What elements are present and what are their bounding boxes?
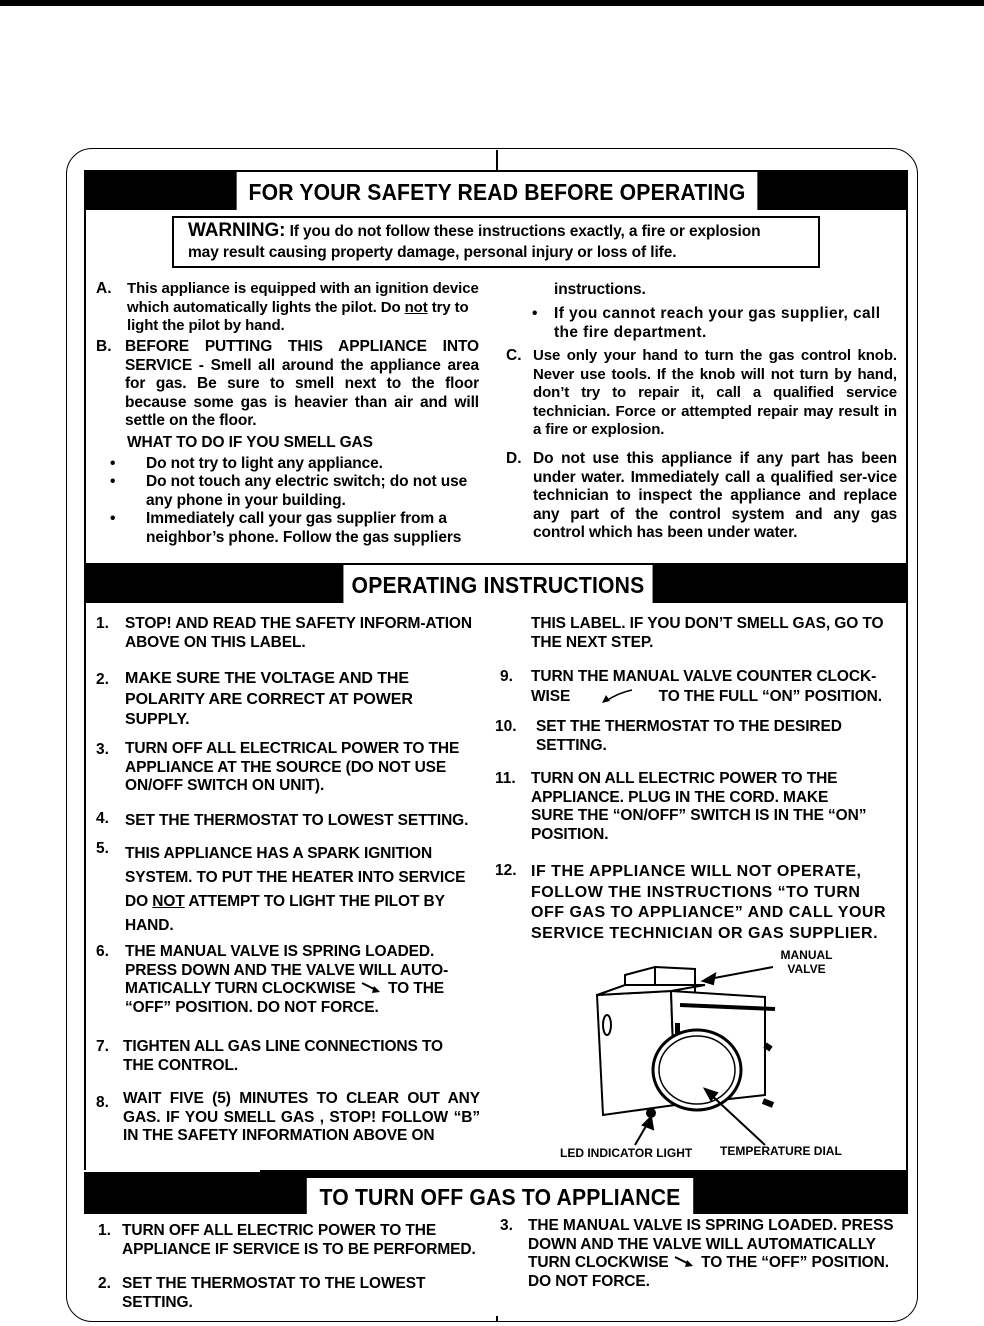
- warning-line-1: [188, 222, 818, 242]
- step-number: 1.: [96, 615, 109, 632]
- bullet-dot: •: [110, 473, 116, 490]
- step-7-text: TIGHTEN ALL GAS LINE CONNECTIONS TO THE CONTROL.: [123, 1038, 444, 1074]
- top-tick: [496, 150, 498, 170]
- top-rule: [0, 0, 984, 6]
- bullet-3: Immediately call your gas supplier from a neighbor’s phone. Follow the gas suppliers: [146, 510, 462, 546]
- item-b-label: B.: [96, 338, 112, 355]
- step-10-text: SET THE THERMOSTAT TO THE DESIRED SETTING.: [536, 718, 842, 754]
- gas-pipe: [765, 1045, 771, 1049]
- step-number: 5.: [96, 840, 109, 857]
- item-c-label: C.: [506, 347, 522, 364]
- step-3-text: TURN OFF ALL ELECTRICAL POWER TO THE APPLIANCE AT THE SOURCE (DO NOT USE ON/OFF SWITCH ON UNIT).: [125, 740, 460, 794]
- step-number: 1.: [98, 1222, 111, 1239]
- operating-title: OPERATING INSTRUCTIONS: [343, 565, 652, 603]
- step-6-text: THE MANUAL VALVE IS SPRING LOADED. PRESS DOWN AND THE VALVE WILL AUTO-MATICALLY TURN CLOCKWISE TO THE “OFF” POSITION. DO NOT FORCE.: [125, 943, 449, 1016]
- step-2-text: MAKE SURE THE VOLTAGE AND THE POLARITY ARE CORRECT AT POWER SUPPLY.: [125, 670, 413, 728]
- step-number: 4.: [96, 810, 109, 827]
- item-d-text: Do not use this appliance if any part has been under water. Immediately call a qualified ser-vice technician to inspect the appliance and replace any part of the control system and any gas control which has been under water.: [533, 450, 897, 541]
- turnoff-step-2-text: SET THE THERMOSTAT TO THE LOWEST SETTING.: [122, 1275, 426, 1311]
- gas-pipe: [763, 1101, 773, 1105]
- warning-box: [172, 216, 820, 268]
- step-8-continued: THIS LABEL. IF YOU DON’T SMELL GAS, GO TO THE NEXT STEP.: [531, 615, 884, 651]
- step-number: 3.: [96, 741, 109, 758]
- step-number: 10.: [495, 718, 517, 735]
- temperature-dial: [653, 1030, 741, 1110]
- clockwise-arrow-icon: [673, 1254, 697, 1270]
- turnoff-title: TO TURN OFF GAS TO APPLIANCE: [307, 1178, 693, 1214]
- warning-text-1: If you do not follow these instructions exactly, a fire or explosion: [285, 223, 761, 240]
- bullet-1: Do not try to light any appliance.: [146, 455, 383, 472]
- step-number: 6.: [96, 943, 109, 960]
- bullet-2: Do not touch any electric switch; do not use any phone in your building.: [146, 473, 468, 509]
- item-c-text: Use only your hand to turn the gas control knob. Never use tools. If the knob will not turn by hand, don’t try to repair it, call a qualified service technician. Force or attempted repair may result in a fire or explosion.: [533, 347, 897, 438]
- bullet-dot: •: [110, 510, 116, 527]
- turnoff-step-1-text: TURN OFF ALL ELECTRIC POWER TO THE APPLIANCE IF SERVICE IS TO BE PERFORMED.: [122, 1222, 476, 1258]
- step-number: 2.: [96, 671, 109, 688]
- bullet-dot: •: [110, 455, 116, 472]
- step-4-text: SET THE THERMOSTAT TO LOWEST SETTING.: [125, 812, 469, 829]
- step-number: 8.: [96, 1094, 109, 1111]
- step-number: 3.: [500, 1217, 513, 1234]
- safety-title: FOR YOUR SAFETY READ BEFORE OPERATING: [237, 172, 758, 210]
- item-a-label: A.: [96, 280, 112, 297]
- step-number: 11.: [495, 770, 516, 787]
- panel-gap: [84, 1170, 260, 1172]
- turnoff-step-3-text: THE MANUAL VALVE IS SPRING LOADED. PRESS DOWN AND THE VALVE WILL AUTOMATICALLY TURN CLOCKWISE TO THE “OFF” POSITION. DO NOT FORCE.: [528, 1217, 894, 1290]
- step-number: 12.: [495, 862, 517, 879]
- item-a-text: This appliance is equipped with an ignition device which automatically lights the pilot. Do not try to light the pilot by hand.: [127, 280, 479, 334]
- step-1-text: STOP! AND READ THE SAFETY INFORM-ATION ABOVE ON THIS LABEL.: [125, 615, 472, 651]
- warning-line-2: may result causing property damage, personal injury or loss of life.: [188, 244, 677, 261]
- clockwise-arrow-icon: [360, 980, 384, 996]
- led-indicator-label: LED INDICATOR LIGHT: [560, 1146, 693, 1160]
- step-number: 7.: [96, 1038, 109, 1055]
- manual-valve-label: MANUAL VALVE: [780, 948, 833, 976]
- bullet-dot: •: [532, 305, 538, 322]
- item-b-text: BEFORE PUTTING THIS APPLIANCE INTO SERVICE - Smell all around the appliance area for gas. Be sure to smell next to the floor because some gas is heavier than air and will settle on the floor.: [125, 338, 479, 429]
- item-d-label: D.: [506, 450, 522, 467]
- step-9-text: TURN THE MANUAL VALVE COUNTER CLOCK- WISE TO THE FULL “ON” POSITION.: [531, 668, 882, 705]
- continued-text: instructions.: [554, 281, 646, 298]
- step-12-text: IF THE APPLIANCE WILL NOT OPERATE, FOLLOW THE INSTRUCTIONS “TO TURN OFF GAS TO APPLIANCE” AND CALL YOUR SERVICE TECHNICIAN OR GAS SUPPLIER.: [531, 863, 886, 942]
- step-number: 9.: [500, 668, 513, 685]
- step-number: 2.: [98, 1275, 111, 1292]
- gas-control-diagram: [585, 955, 855, 1165]
- step-5-text: THIS APPLIANCE HAS A SPARK IGNITION SYSTEM. TO PUT THE HEATER INTO SERVICE DO NOT ATTEMPT TO LIGHT THE PILOT BY HAND.: [125, 845, 466, 934]
- counter-clockwise-arrow-icon: [584, 687, 654, 705]
- warning-lead: WARNING:: [188, 220, 286, 241]
- bullet-4: If you cannot reach your gas supplier, call the fire department.: [554, 305, 881, 341]
- not-emphasis: not: [404, 298, 428, 316]
- step-11-text: TURN ON ALL ELECTRIC POWER TO THE APPLIANCE. PLUG IN THE CORD. MAKE SURE THE “ON/OFF” SWITCH IS IN THE “ON” POSITION.: [531, 770, 867, 843]
- step-8-text: WAIT FIVE (5) MINUTES TO CLEAR OUT ANY GAS. IF YOU SMELL GAS , STOP! FOLLOW “B” IN THE SAFETY INFORMATION ABOVE ON: [123, 1090, 480, 1144]
- smell-heading: WHAT TO DO IF YOU SMELL GAS: [127, 434, 373, 451]
- temperature-dial-label: TEMPERATURE DIAL: [720, 1144, 842, 1158]
